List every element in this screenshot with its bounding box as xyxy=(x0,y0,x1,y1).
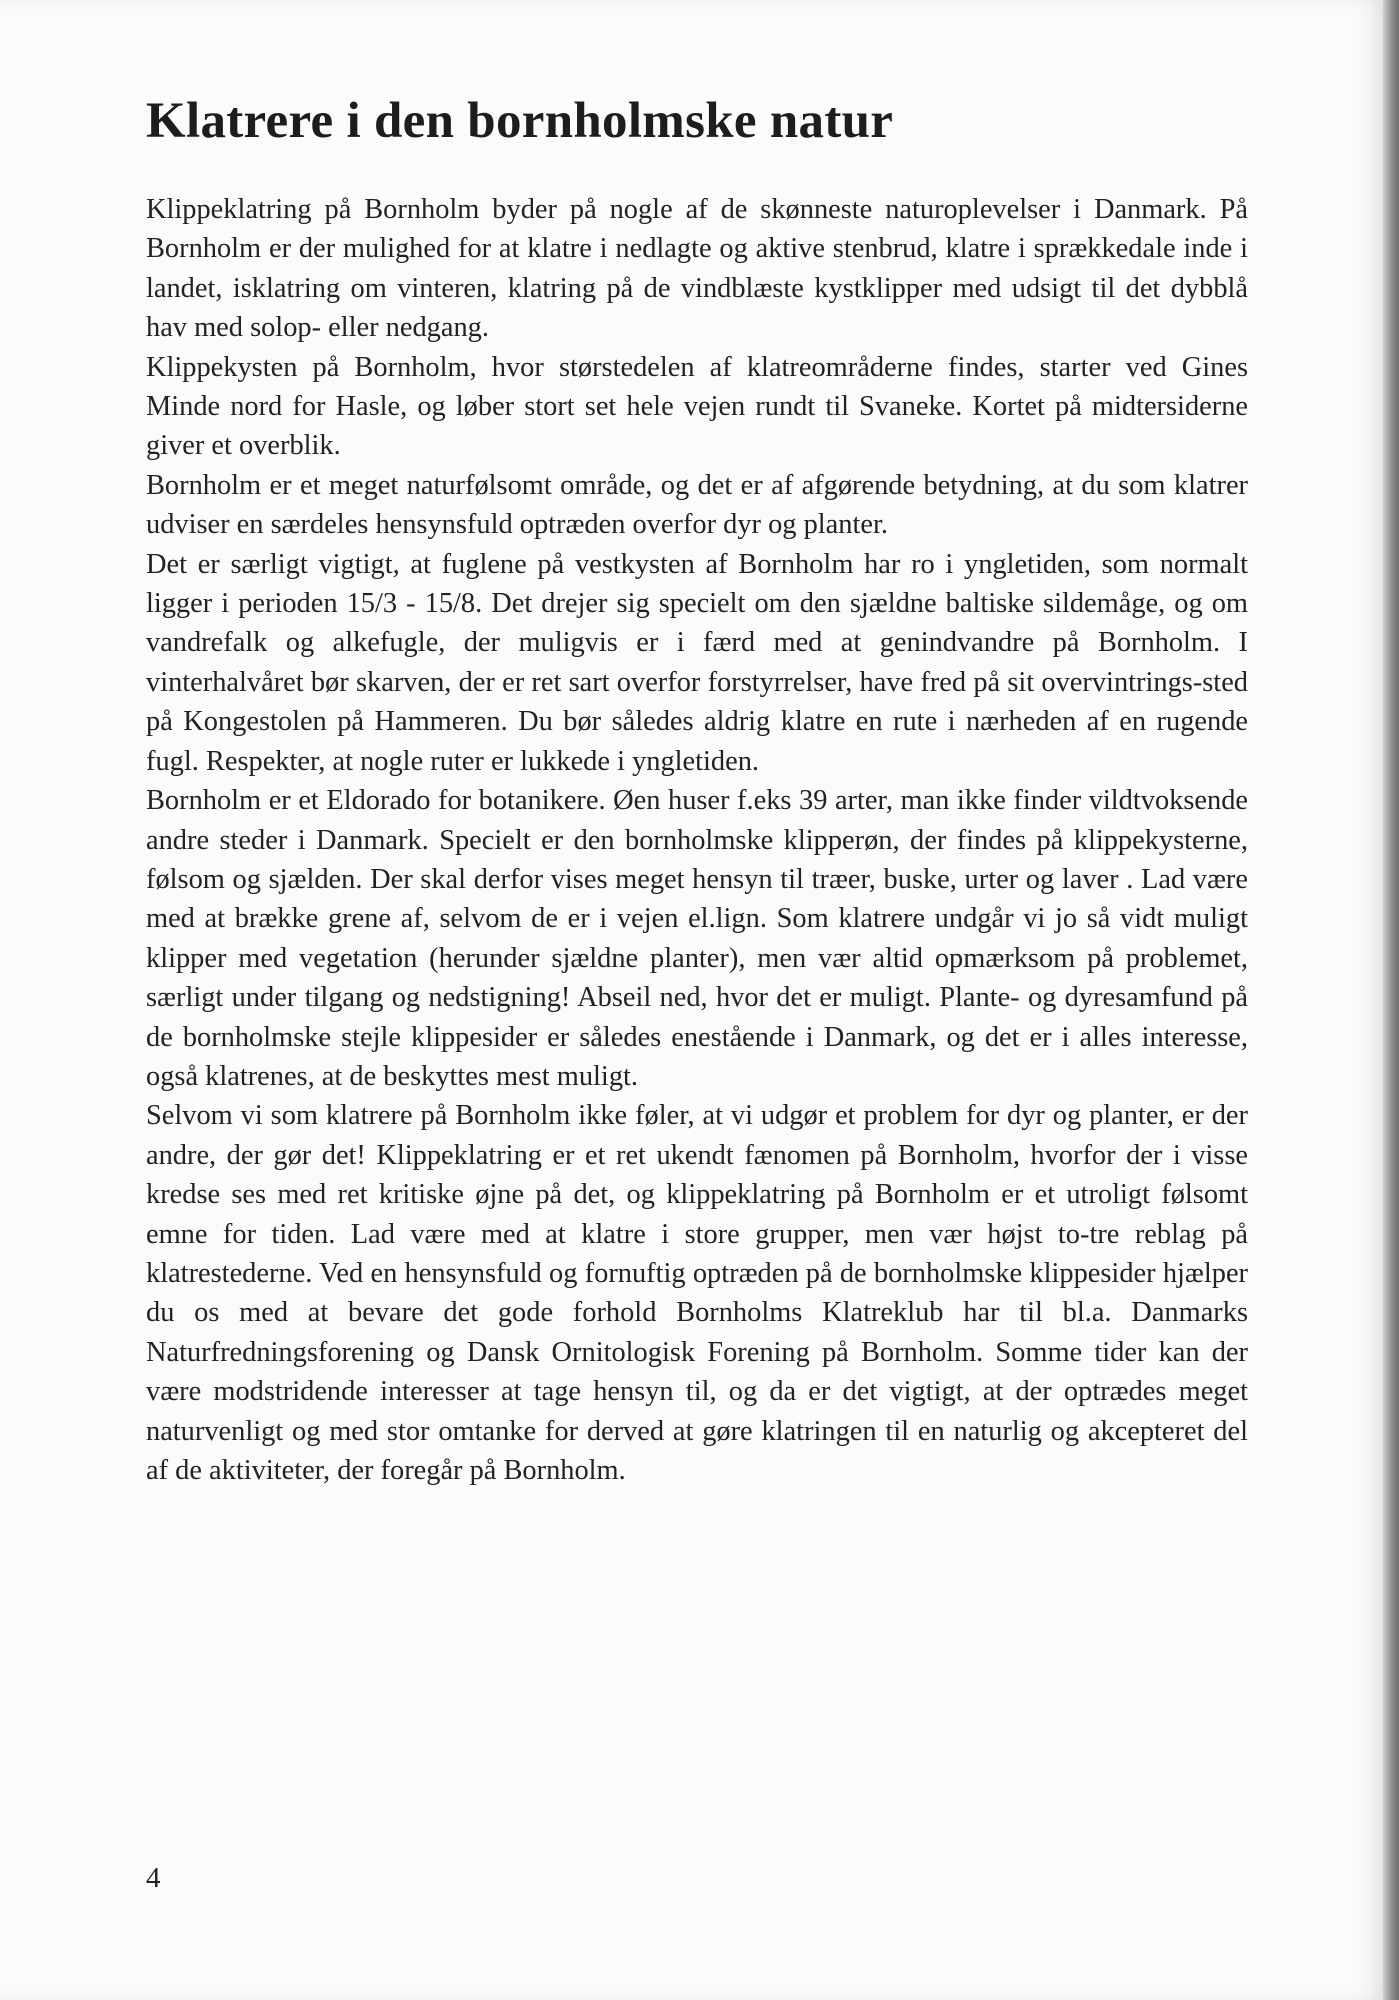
book-binding-edge xyxy=(1383,0,1399,2000)
paragraph-6: Selvom vi som klatrere på Bornholm ikke føler, at vi udgør et problem for dyr og planter, er der andre, der gør det! Klippeklatring er et ret ukendt fænomen på Bornholm, hvorfor der i visse kredse ses med ret kritiske øjne på det, og klippeklatring på Bornholm er et utroligt følsomt emne for tiden. Lad være med at klatre i store grupper, men vær højst to-tre reblag på klatrestederne. Ved en hensynsfuld og fornuftig optræden på de bornholmske klippesider hjælper du os med at bevare det gode forhold Bornholms Klatreklub har til bl.a. Danmarks Naturfredningsforening og Dansk Ornitologisk Forening på Bornholm. Somme tider kan der være modstridende interesser at tage hensyn til, og da er det vigtigt, at der optrædes meget naturvenligt og med stor omtanke for derved at gøre klatringen til en naturlig og akcepteret del af de aktiviteter, der foregår på Bornholm. xyxy=(146,1100,1248,1486)
paragraph-1: Klippeklatring på Bornholm byder på nogle af de skønneste naturoplevelser i Danmark. På Bornholm er der mulighed for at klatre i nedlagte og aktive stenbrud, klatre i sprækkedale inde i landet, isklatring om vinteren, klatring på de vindblæste kystklipper med udsigt til det dybblå hav med solop- eller nedgang. xyxy=(146,194,1248,344)
paragraph-2: Klippekysten på Bornholm, hvor størstedelen af klatreområderne findes, starter ved Gines Minde nord for Hasle, og løber stort set hele vejen rundt til Svaneke. Kortet på midtersiderne giver et overblik. xyxy=(146,351,1248,462)
page-number: 4 xyxy=(146,1862,161,1894)
paragraph-5: Bornholm er et Eldorado for botanikere. Øen huser f.eks 39 arter, man ikke finder vildtvoksende andre steder i Danmark. Specielt er den bornholmske klipperøn, der findes på klippekysterne, følsom og sjælden. Der skal derfor vises meget hensyn til træer, buske, urter og laver . Lad være med at brække grene af, selvom de er i vejen el.lign. Som klatrere undgår vi jo så vidt muligt klipper med vegetation (herunder sjældne planter), men vær altid opmærksom på problemet, særligt under tilgang og nedstigning! Abseil ned, hvor det er muligt. Plante- og dyresamfund på de bornholmske stejle klippesider er således enestående i Danmark, og det er i alles interesse, også klatrenes, at de beskyttes mest muligt. xyxy=(146,785,1248,1092)
article-body xyxy=(146,190,1248,1490)
paragraph-4: Det er særligt vigtigt, at fuglene på vestkysten af Bornholm har ro i yngletiden, som normalt ligger i perioden 15/3 - 15/8. Det drejer sig specielt om den sjældne baltiske sildemåge, og om vandrefalk og alkefugle, der muligvis er i færd med at genindvandre på Bornholm. I vinterhalvåret bør skarven, der er ret sart overfor forstyrrelser, have fred på sit overvintrings-sted på Kongestolen på Hammeren. Du bør således aldrig klatre en rute i nærheden af en rugende fugl. Respekter, at nogle ruter er lukkede i yngletiden. xyxy=(146,548,1248,777)
paragraph-3: Bornholm er et meget naturfølsomt område, og det er af afgørende betydning, at du som klatrer udviser en særdeles hensynsfuld optræden overfor dyr og planter. xyxy=(146,469,1248,541)
page-title: Klatrere i den bornholmske natur xyxy=(146,93,894,149)
